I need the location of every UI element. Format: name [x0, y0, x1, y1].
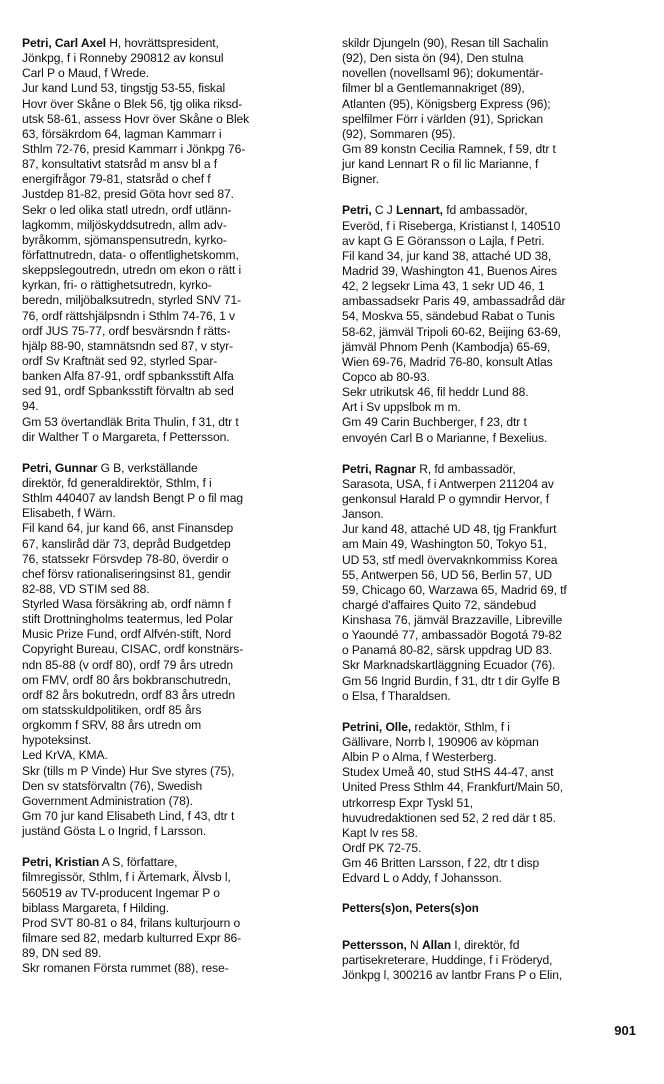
- entry-text: Janson.: [342, 507, 384, 522]
- entry-text-line: [22, 415, 310, 430]
- entry-text: om statsskuldpolitiken, ordf 85 års: [22, 703, 202, 718]
- entry-text: (92), Sommaren (95).: [342, 126, 456, 141]
- entry-text-line: [22, 248, 310, 263]
- entry-text-line: [342, 279, 630, 294]
- entry-text: Edvard L o Addy, f Johansson.: [342, 871, 502, 886]
- entry-text: lagkomm, miljöskyddsutredn, allm adv-: [22, 217, 227, 232]
- entry-text: Gällivare, Norrb l, 190906 av köpman: [342, 735, 539, 750]
- entry-text-line: [22, 673, 310, 688]
- entry-text-line: [22, 703, 310, 718]
- entry-text: Gm 46 Britten Larsson, f 22, dtr t disp: [342, 856, 540, 871]
- entry-text: redaktör, Sthlm, f i: [411, 719, 510, 734]
- entry-text-line: [22, 901, 310, 916]
- entry-text-line: [342, 142, 630, 157]
- entry-text-line: [22, 597, 310, 612]
- entry-text: Gm 53 övertandläk Brita Thulin, f 31, dtr t: [22, 414, 239, 429]
- entry-text-line: [22, 203, 310, 218]
- entry-text: utrkorresp Expr Tyskl 51,: [342, 795, 474, 810]
- entry-text-line: [22, 476, 310, 491]
- entry-text: Kinshasa 76, jämväl Brazzaville, Libreville: [342, 613, 563, 628]
- entry-text-line: [342, 613, 630, 628]
- cross-reference-heading: Petters(s)on, Peters(s)on: [342, 903, 479, 916]
- entry-text-line: [342, 750, 630, 765]
- left-column: [22, 36, 310, 976]
- entry-text-line: [22, 916, 310, 931]
- biography-entry-petrini-olle: [342, 720, 630, 887]
- entry-name-bold: Petri, Gunnar: [22, 460, 98, 475]
- entry-text: orgkomm f SRV, 88 års utredn om: [22, 718, 202, 733]
- entry-text-line: [22, 278, 310, 293]
- entry-text: banken Alfa 87-91, ordf spbanksstift Alfa: [22, 369, 234, 384]
- entry-text-line: [22, 855, 310, 870]
- entry-text-line: [342, 735, 630, 750]
- entry-text: Albin P o Alma, f Westerberg.: [342, 750, 497, 765]
- entry-text: av kapt G E Göransson o Lajla, f Petri.: [342, 233, 545, 248]
- entry-text: kyrkan, fri- o rättighetsutredn, kyrko-: [22, 278, 212, 293]
- entry-name-bold: Petri, Kristian: [22, 855, 100, 870]
- entry-text-line: [342, 871, 630, 886]
- entry-text-line: [342, 309, 630, 324]
- entry-text-line: [22, 157, 310, 172]
- entry-text: (92), Den sista ön (94), Den stulna: [342, 51, 524, 66]
- entry-text-line: [22, 931, 310, 946]
- entry-text-line: [342, 81, 630, 96]
- entry-name-bold: Pettersson,: [342, 937, 407, 952]
- entry-text-line: [342, 462, 630, 477]
- entry-text-line: [342, 522, 630, 537]
- entry-text-line: [22, 809, 310, 824]
- entry-text-line: [342, 97, 630, 112]
- entry-text: Hovr över Skåne o Blek 56, tjg olika riksd-: [22, 96, 243, 111]
- entry-text-line: [22, 66, 310, 81]
- entry-text-line: [22, 748, 310, 763]
- entry-text: Music Prize Fund, ordf Alfvén-stift, Nord: [22, 627, 231, 642]
- entry-text-line: [22, 369, 310, 384]
- entry-name-bold: Petri, Ragnar: [342, 461, 416, 476]
- entry-text-line: [22, 718, 310, 733]
- entry-text-line: [342, 598, 630, 613]
- entry-text-line: [22, 430, 310, 445]
- biography-entry-petri-gunnar: [22, 461, 310, 840]
- entry-text-line: [342, 203, 630, 218]
- entry-text: om FMV, ordf 80 års bokbranschutredn,: [22, 672, 231, 687]
- entry-text-line: [22, 794, 310, 809]
- entry-text-line: [22, 612, 310, 627]
- entry-text: 55, Antwerpen 56, UD 56, Berlin 57, UD: [342, 567, 552, 582]
- entry-text-line: [342, 628, 630, 643]
- entry-text-line: [342, 51, 630, 66]
- entry-text: Justdep 81-82, presid Göta hovr sed 87.: [22, 187, 234, 202]
- entry-text: Carl P o Maud, f Wrede.: [22, 66, 149, 81]
- entry-name-bold: Allan: [421, 937, 452, 952]
- entry-text-line: [342, 568, 630, 583]
- entry-text: filmer bl a Gentlemannakriget (89),: [342, 81, 525, 96]
- entry-text: ordf Sv Kraftnät sed 92, styrled Spar-: [22, 353, 218, 368]
- entry-text-line: [342, 856, 630, 871]
- entry-text: Sarasota, USA, f i Antwerpen 211204 av: [342, 476, 554, 491]
- entry-text-line: [22, 384, 310, 399]
- entry-text-line: [22, 51, 310, 66]
- entry-text: Sekr utrikutsk 46, fil heddr Lund 88.: [342, 385, 529, 400]
- entry-text: Jönkpg, f i Ronneby 290812 av konsul: [22, 51, 224, 66]
- entry-text: 94.: [22, 399, 39, 414]
- entry-text: Gm 56 Ingrid Burdin, f 31, dtr t dir Gylfe B: [342, 673, 561, 688]
- entry-text: Studex Umeå 40, stud StHS 44-47, anst: [342, 765, 554, 780]
- entry-text: juständ Gösta L o Ingrid, f Larsson.: [22, 824, 207, 839]
- entry-text: ordf JUS 75-77, ordf besvärsndn f rätts-: [22, 323, 231, 338]
- entry-text: beredn, miljöbalksutredn, styrled SNV 71-: [22, 293, 242, 308]
- entry-text: ordf 82 års bokutredn, ordf 83 års utredn: [22, 687, 236, 702]
- entry-text: Gm 70 jur kand Elisabeth Lind, f 43, dtr t: [22, 809, 235, 824]
- entry-text: Copco ab 80-93.: [342, 369, 430, 384]
- entry-text-line: [342, 658, 630, 673]
- entry-text-line: [342, 325, 630, 340]
- entry-text-line: [22, 658, 310, 673]
- entry-text-line: [22, 354, 310, 369]
- entry-text-line: [22, 142, 310, 157]
- entry-text: H, hovrättspresident,: [106, 36, 219, 50]
- entry-text-line: [342, 938, 630, 953]
- entry-text-line: [22, 688, 310, 703]
- entry-text-line: [22, 127, 310, 142]
- entry-text: huvudredaktionen sed 52, 2 red där t 85.: [342, 810, 556, 825]
- entry-text: Atlanten (95), Königsberg Express (96);: [342, 96, 551, 111]
- entry-text: Art i Sv uppslbok m m.: [342, 400, 461, 415]
- entry-text-line: [342, 507, 630, 522]
- entry-text-line: [22, 779, 310, 794]
- entry-text: UD 53, stf medl övervaknkommiss Korea: [342, 552, 558, 567]
- entry-text: R, fd ambassadör,: [415, 461, 516, 476]
- entry-text-line: [342, 66, 630, 81]
- entry-text: jämväl Phnom Penh (Kambodja) 65-69,: [342, 339, 551, 354]
- entry-text: Jur kand 48, attaché UD 48, tjg Frankfurt: [342, 522, 557, 537]
- entry-text: Jur kand Lund 53, tingstjg 53-55, fiskal: [22, 81, 226, 96]
- entry-name-bold: Petrini, Olle,: [342, 719, 412, 734]
- entry-text-line: [342, 796, 630, 811]
- entry-text: Gm 89 konstn Cecilia Ramnek, f 59, dtr t: [342, 141, 556, 156]
- entry-text-line: [22, 112, 310, 127]
- entry-text-line: [342, 537, 630, 552]
- entry-text-line: [342, 720, 630, 735]
- entry-text: N: [406, 937, 422, 952]
- entry-text: energifrågor 79-81, statsråd o chef f: [22, 172, 211, 187]
- entry-text: novellen (novellsaml 96); dokumentär-: [342, 66, 544, 81]
- entry-text: Kapt lv res 58.: [342, 825, 418, 840]
- entry-text: Led KrVA, KMA.: [22, 748, 108, 763]
- entry-text: 76, ordf rättshjälpsndn i Sthlm 74-76, 1 v: [22, 308, 235, 323]
- entry-text: Skr romanen Första rummet (88), rese-: [22, 961, 229, 976]
- entry-text-line: [342, 385, 630, 400]
- entry-text: am Main 49, Washington 50, Tokyo 51,: [342, 537, 547, 552]
- entry-text-line: [22, 521, 310, 536]
- entry-text-line: [22, 642, 310, 657]
- biography-entry-petri-c-j-lennart: [342, 203, 630, 445]
- entry-text-line: [22, 172, 310, 187]
- entry-text-line: [22, 187, 310, 202]
- entry-text: I, direktör, fd: [451, 937, 520, 952]
- entry-text: 58-62, jämväl Tripoli 60-62, Beijing 63-69,: [342, 324, 561, 339]
- entry-text: Sthlm 440407 av landsh Bengt P o fil mag: [22, 491, 243, 506]
- entry-text-line: [342, 811, 630, 826]
- entry-text: Bigner.: [342, 172, 379, 187]
- entry-name-bold: Petri,: [342, 203, 372, 218]
- entry-text: chef försv rationaliseringsinst 81, gendir: [22, 566, 231, 581]
- entry-text: 67, kanslіråd där 73, depråd Budgetdep: [22, 536, 231, 551]
- entry-text: 87, konsultativt statsråd m ansv bl a f: [22, 157, 218, 172]
- entry-text-line: [342, 492, 630, 507]
- entry-text: filmregissör, Sthlm, f i Ärtemark, Älvsb l,: [22, 870, 231, 885]
- entry-text: byråkomm, sjömanspensutredn, kyrko-: [22, 232, 227, 247]
- entry-text: spelfilmer Förr i världen (91), Sprickan: [342, 111, 543, 126]
- entry-text: skeppslegoutredn, utredn om ekon o rätt i: [22, 263, 242, 278]
- entry-text-line: [342, 477, 630, 492]
- entry-text: Skr Marknadskartläggning Ecuador (76).: [342, 658, 556, 673]
- entry-text: envoyén Carl B o Marianne, f Bexelius.: [342, 430, 548, 445]
- entry-text: fd ambassadör,: [442, 203, 528, 218]
- entry-text: Gm 49 Carin Buchberger, f 23, dtr t: [342, 415, 527, 430]
- entry-text: Prod SVT 80-81 o 84, frilans kulturjourn o: [22, 915, 241, 930]
- entry-text-line: [342, 643, 630, 658]
- entry-text: G B, verkställande: [97, 460, 198, 475]
- entry-text-line: [342, 431, 630, 446]
- right-column: [342, 36, 630, 983]
- biography-entry-pettersson-n-allan: [342, 938, 630, 983]
- entry-text-line: [22, 218, 310, 233]
- entry-text: stift Drottningholms teatermus, led Polar: [22, 612, 233, 627]
- entry-text: Fil kand 34, jur kand 38, attaché UD 38,: [342, 248, 552, 263]
- entry-text-line: [342, 355, 630, 370]
- entry-text-line: [22, 97, 310, 112]
- biography-entry-petri-ragnar: [342, 462, 630, 704]
- entry-text: o Elsa, f Tharaldsen.: [342, 688, 451, 703]
- entry-text-line: [22, 961, 310, 976]
- entry-text: Elisabeth, f Wärn.: [22, 506, 116, 521]
- biography-entry-petri-kristian: [22, 855, 310, 976]
- entry-text-line: [22, 733, 310, 748]
- entry-text-line: [22, 324, 310, 339]
- entry-text-line: [342, 172, 630, 187]
- entry-text-line: [22, 461, 310, 476]
- entry-text: o Panamá 80-82, särsk uppdrag UD 83.: [342, 643, 553, 658]
- entry-text: jur kand Lennart R o fil lic Marianne, f: [342, 157, 539, 172]
- entry-text: A S, författare,: [99, 855, 178, 870]
- entry-text-line: [342, 234, 630, 249]
- entry-text: Fil kand 64, jur kand 66, anst Finansdep: [22, 521, 234, 536]
- entry-text-line: [342, 36, 630, 51]
- entry-text: Madrid 39, Washington 41, Buenos Aires: [342, 263, 557, 278]
- entry-text-line: [22, 263, 310, 278]
- entry-text: 63, försäkrdom 64, lagman Kammarr i: [22, 126, 222, 141]
- entry-text: utsk 58-61, assess Hovr över Skåne o Blek: [22, 111, 250, 126]
- entry-text: Wien 69-76, Madrid 76-80, konsult Atlas: [342, 354, 553, 369]
- entry-text-line: [342, 127, 630, 142]
- entry-text: Den sv statsförvaltn (76), Swedish: [22, 778, 203, 793]
- entry-text-line: [22, 537, 310, 552]
- entry-text: ndn 85-88 (v ordf 80), ordf 79 års utredn: [22, 657, 234, 672]
- entry-text-line: [22, 506, 310, 521]
- entry-text: Skr (tills m P Vinde) Hur Sve styres (75),: [22, 763, 235, 778]
- entry-text: C J: [371, 203, 397, 218]
- entry-text-line: [22, 627, 310, 642]
- entry-text: genkonsul Harald P o gymndir Hervor, f: [342, 491, 550, 506]
- entry-text: Ordf PK 72-75.: [342, 841, 422, 856]
- entry-name-bold: Petri, Carl Axel: [22, 36, 106, 50]
- entry-text: 54, Moskva 55, sändebud Rabat o Tunis: [342, 309, 555, 324]
- entry-text: United Press Sthlm 44, Frankfurt/Main 50,: [342, 780, 564, 795]
- entry-name-bold: Lennart,: [396, 203, 443, 218]
- entry-text: direktör, fd generaldirektör, Sthlm, f i: [22, 475, 212, 490]
- entry-text: 82-88, VD STIM sed 88.: [22, 581, 150, 596]
- entry-text: Copyright Bureau, CISAC, ordf konstnärs-: [22, 642, 244, 657]
- entry-text: hypoteksinst.: [22, 733, 92, 748]
- entry-text-line: [342, 370, 630, 385]
- entry-text-line: [342, 340, 630, 355]
- entry-text-line: [22, 567, 310, 582]
- entry-text-line: [342, 674, 630, 689]
- entry-text-line: [342, 553, 630, 568]
- entry-text: 76, statssekr Försvdep 78-80, överdir o: [22, 551, 229, 566]
- entry-text-line: [342, 765, 630, 780]
- entry-text: Everöd, f i Riseberga, Kristianst l, 140510: [342, 218, 561, 233]
- entry-text-line: [342, 583, 630, 598]
- entry-text-line: [342, 157, 630, 172]
- entry-text-line: [22, 886, 310, 901]
- page-number: 901: [614, 1023, 636, 1038]
- entry-text: partisekreterare, Huddinge, f i Fröderyd,: [342, 952, 553, 967]
- biography-entry-petri-kristian-cont: [342, 36, 630, 187]
- entry-text-line: [342, 219, 630, 234]
- entry-text-line: [22, 764, 310, 779]
- entry-text-line: [342, 249, 630, 264]
- entry-text: hjälp 88-90, stamnätsndn sed 87, v styr-: [22, 338, 234, 353]
- entry-text-line: [342, 953, 630, 968]
- entry-text-line: [22, 233, 310, 248]
- entry-text-line: [342, 112, 630, 127]
- entry-text-line: [22, 946, 310, 961]
- entry-text-line: [342, 264, 630, 279]
- entry-text: 59, Chicago 60, Warzawa 65, Madrid 69, tf: [342, 582, 567, 597]
- entry-text-line: [342, 689, 630, 704]
- entry-text: 42, 2 legsekr Lima 43, 1 sekr UD 46, 1: [342, 279, 545, 294]
- entry-text: o Yaoundé 77, ambassadör Bogotá 79-82: [342, 628, 562, 643]
- entry-text-line: [22, 36, 310, 51]
- entry-text: Sekr o led olika statl utredn, ordf utlänn-: [22, 202, 232, 217]
- entry-text: sed 91, ordf Spbanksstift förvaltn ab sed: [22, 384, 234, 399]
- entry-text: Sthlm 72-76, presid Kammarr i Jönkpg 76-: [22, 141, 246, 156]
- entry-text-line: [22, 491, 310, 506]
- entry-text-line: [22, 824, 310, 839]
- entry-text-line: [22, 582, 310, 597]
- entry-text: 560519 av TV-producent Ingemar P o: [22, 885, 220, 900]
- entry-text-line: [22, 339, 310, 354]
- biography-entry-petri-carl-axel: [22, 36, 310, 445]
- entry-text: Government Administration (78).: [22, 793, 193, 808]
- entry-text-line: [342, 400, 630, 415]
- entry-text: filmare sed 82, medarb kulturred Expr 86-: [22, 931, 242, 946]
- entry-text-line: [22, 293, 310, 308]
- entry-text: skildr Djungeln (90), Resan till Sachalin: [342, 36, 549, 50]
- entry-text-line: [22, 870, 310, 885]
- entry-text-line: [342, 841, 630, 856]
- entry-text: författnutredn, data- o offentlighetskomm,: [22, 247, 239, 262]
- entry-text-line: [342, 415, 630, 430]
- entry-text: chargé d'affaires Quito 72, sändebud: [342, 597, 537, 612]
- entry-text: ambassadsekr Paris 49, ambassadråd där: [342, 294, 566, 309]
- entry-text: dir Walther T o Margareta, f Pettersson.: [22, 429, 230, 444]
- entry-text: biblass Margareta, f Hilding.: [22, 900, 169, 915]
- entry-text-line: [22, 81, 310, 96]
- entry-text: Styrled Wasa försäkring ab, ordf nämn f: [22, 597, 231, 612]
- entry-text-line: [22, 399, 310, 414]
- entry-text: Jönkpg l, 300216 av lantbr Frans P o Elin,: [342, 967, 563, 982]
- entry-text-line: [22, 552, 310, 567]
- entry-text-line: [342, 294, 630, 309]
- entry-text-line: [342, 826, 630, 841]
- entry-text: 89, DN sed 89.: [22, 946, 102, 961]
- entry-text-line: [342, 780, 630, 795]
- entry-text-line: [22, 309, 310, 324]
- entry-text-line: [342, 968, 630, 983]
